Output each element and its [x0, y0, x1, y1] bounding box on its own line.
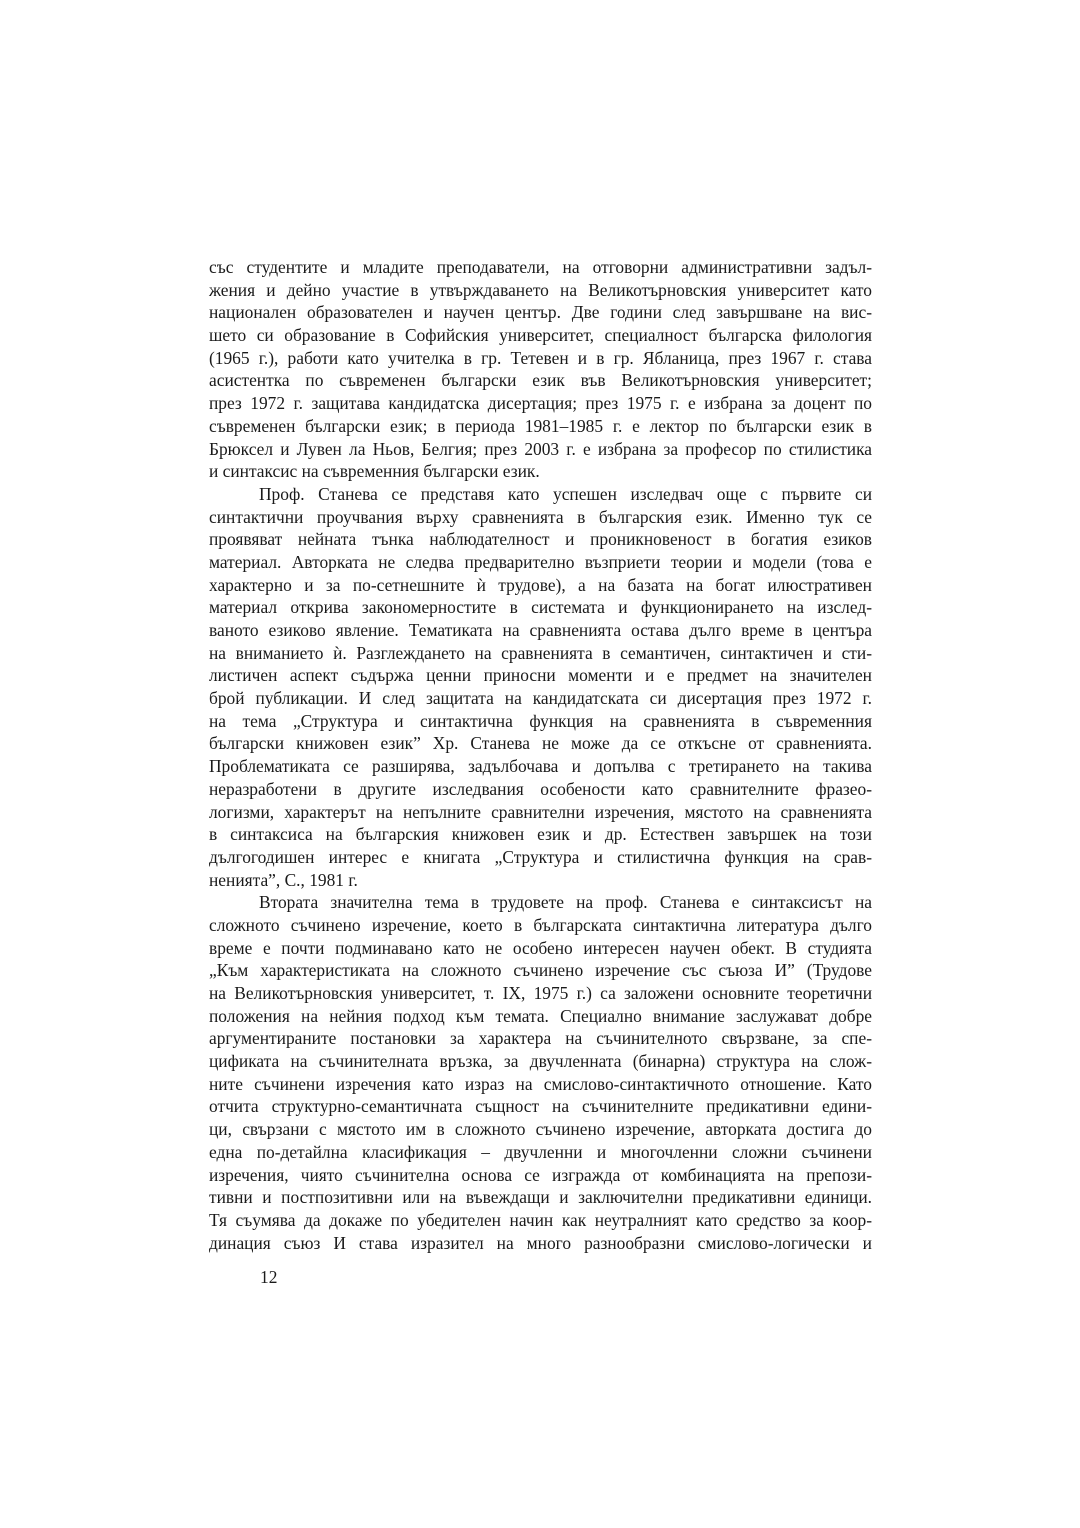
- text-line: и синтаксис на съвременния български език.: [209, 461, 540, 482]
- text-line: Втората значителна тема в трудовете на проф. Станева е синтаксисът на: [259, 892, 872, 913]
- text-line: български книжовен език” Хр. Станева не може да се откъсне от сравненията.: [209, 733, 872, 754]
- text-line: време е почти подминавано като не особено интересен научен обект. В студията: [209, 937, 872, 958]
- text-line: съвременен български език; в периода 1981–1985 г. е лектор по български език в: [209, 415, 872, 436]
- text-line: Тя съумява да докаже по убедителен начин как неутралният като средство за коор-: [209, 1209, 872, 1230]
- text-line: цификата на съчинителната връзка, за двучленната (бинарна) структура на слож-: [209, 1051, 872, 1072]
- text-line: ци, свързани с мястото им в сложното съчинено изречение, авторката достига до: [209, 1119, 872, 1140]
- page-number: 12: [260, 1267, 278, 1287]
- text-line: ненията”, С., 1981 г.: [209, 869, 358, 890]
- text-line: динация съюз И става изразител на много разнообразни смислово-логически и: [209, 1232, 872, 1253]
- text-line: на Великотърновския университет, т. IX, 1975 г.) са заложени основните теоретични: [209, 983, 872, 1003]
- text-line: тивни и постпозитивни или на въвеждащи и заключителни предикативни единици.: [209, 1187, 872, 1208]
- text-line: със студентите и младите преподаватели, на отговорни административни задъл-: [209, 257, 872, 277]
- text-line: характерно и за по-сетнешните ѝ трудове), а на базата на богат илюстративен: [209, 574, 872, 595]
- text-line: „Към характеристиката на сложното съчинено изречение със съюза И” (Трудове: [209, 960, 872, 981]
- text-line: дългогодишен интерес е книгата „Структура и стилистична функция на срав-: [209, 846, 872, 867]
- text-line: Проблематиката се разширява, задълбочава и допълва с третирането на такива: [209, 756, 872, 777]
- text-line: аргументираните постановки за характера на съчинителното свързване, за спе-: [209, 1028, 872, 1049]
- text-line: логизми, характерът на непълните сравнителни изречения, мястото на сравненията: [209, 801, 872, 822]
- text-line: асистентка по съвременен български език във Великотърновския университет;: [209, 370, 872, 391]
- text-line: синтактични проучвания върху сравненията в българския език. Именно тук се: [209, 506, 872, 527]
- text-line: през 1972 г. защитава кандидатска дисертация; през 1975 г. е избрана за доцент по: [209, 393, 872, 414]
- text-line: изречения, чиято съчинителна основа се изгражда от комбинацията на препози-: [209, 1164, 872, 1185]
- text-line: материал. Авторката не следва предварително възприети теории и модели (това е: [209, 551, 872, 572]
- text-line: брой публикации. И след защитата на кандидатската си дисертация през 1972 г.: [209, 688, 872, 709]
- text-line: на тема „Структура и синтактична функция на сравненията в съвременния: [209, 710, 872, 731]
- body-text: [209, 256, 872, 1254]
- text-line: неразработени в другите изследвания особености като сравнителните фразео-: [209, 778, 872, 799]
- paragraph: [209, 891, 872, 1254]
- text-line: шето си образование в Софийския университет, специалност българска филология: [209, 325, 872, 346]
- text-line: материал открива закономерностите в системата и функционирането на изслед-: [209, 597, 872, 618]
- text-line: листичен аспект съдържа ценни приносни моменти и е предмет на значителен: [209, 665, 872, 686]
- text-line: на вниманието ѝ. Разглеждането на сравненията в семантичен, синтактичен и сти-: [209, 642, 872, 663]
- text-line: проявяват нейната тънка наблюдателност и проникновеност в богатия езиков: [209, 529, 872, 550]
- text-line: ваното езиково явление. Тематиката на сравненията остава дълго време в центъра: [209, 620, 872, 640]
- text-line: отчита структурно-семантичната същност на съчинителните предикативни едини-: [209, 1096, 872, 1117]
- paragraph: [209, 483, 872, 891]
- text-line: Брюксел и Лувен ла Ньов, Белгия; през 2003 г. е избрана за професор по стилистика: [209, 438, 872, 459]
- text-line: Проф. Станева се представя като успешен изследвач още с първите си: [259, 483, 872, 504]
- text-line: (1965 г.), работи като учителка в гр. Тетевен и в гр. Ябланица, през 1967 г. става: [209, 347, 872, 368]
- text-line: сложното съчинено изречение, което в българската синтактична литература дълго: [209, 914, 872, 935]
- text-line: ните съчинени изречения като израз на смислово-синтактичното отношение. Като: [209, 1073, 872, 1094]
- text-line: национален образователен и научен център. Две години след завършване на вис-: [209, 302, 872, 323]
- text-line: в синтаксиса на българския книжовен език и др. Естествен завършек на този: [209, 824, 872, 845]
- paragraph: [209, 256, 872, 483]
- text-line: жения и дейно участие в утвърждаването на Великотърновския университет като: [209, 279, 872, 300]
- text-line: положения на нейния подход към темата. Специално внимание заслужават добре: [209, 1005, 872, 1026]
- text-line: една по-детайлна класификация – двучленни и многочленни сложни съчинени: [209, 1141, 872, 1162]
